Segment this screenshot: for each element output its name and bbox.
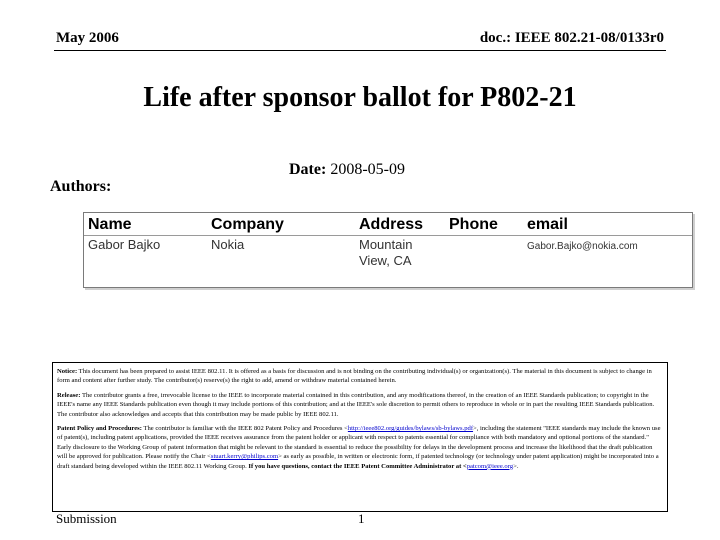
patent-text-1: The contributor is familiar with the IEEE 802 Patent Policy and Procedures < <box>143 425 348 433</box>
cell-company: Nokia <box>211 237 245 252</box>
authors-table <box>83 212 693 288</box>
header-rule <box>54 50 666 51</box>
patent-paragraph <box>57 424 663 471</box>
date-value: 2008-05-09 <box>330 161 405 178</box>
date-label: Date: <box>289 161 327 178</box>
notice-label: Notice: <box>57 368 78 375</box>
table-header-row <box>84 213 692 236</box>
patent-label: Patent Policy and Procedures: <box>57 425 142 433</box>
patcom-email-link[interactable]: patcom@ieee.org <box>466 462 514 470</box>
cell-name: Gabor Bajko <box>88 237 161 252</box>
table-row <box>84 236 692 271</box>
col-header-phone: Phone <box>445 213 523 236</box>
page-number: 1 <box>358 511 365 526</box>
slide-title: Life after sponsor ballot for P802-21 <box>143 82 577 113</box>
release-text: The contributor grants a free, irrevocable license to the IEEE to incorporate material contained in this contribution, and any modifications thereof, in the creation of an IEEE Standards publication; to copyright in the IEEE's name any IEEE Standards publication even though it may include portions of this contribution; and at the IEEE's sole discretion to permit others to reproduce in whole or in part the resulting IEEE Standards publication. The contributor also acknowledges and accepts that this contribution may be made public by IEEE 802.11. <box>57 391 655 418</box>
notice-text: This document has been prepared to assist IEEE 802.11. It is offered as a basis for discussion and is not binding on the contributing individual(s) or organization(s). The material in this document is subject to change in form and content after further study. The contributor(s) reserve(s) the right to add, amend or withdraw material contained herein. <box>57 368 652 385</box>
patent-contact-text: If you have questions, contact the IEEE Patent Committee Administrator at < <box>248 462 467 470</box>
patent-text-2: >, including the statement "IEEE standards may include the known use of patent(s), including patent applications, provided the IEEE receives assurance from the patent holder or applicant with respect to patents essential for compliance with both mandatory and optional portions of the standard." Early disclosure to the Working Group of patent information that might be relevant to the standard is essential to reduce the possibility for delays in the development process and increase the likelihood that the draft publication will be approved for publication. Please notify the Chair < <box>57 425 661 461</box>
cell-email: Gabor.Bajko@nokia.com <box>527 241 638 252</box>
chair-email-link[interactable]: stuart.kerry@philips.com <box>210 453 279 461</box>
bylaws-link[interactable]: http://ieee802.org/guides/bylaws/sb-bylaws.pdf <box>347 425 474 433</box>
col-header-name: Name <box>84 213 207 236</box>
authors-label: Authors: <box>50 178 112 195</box>
patent-end: >. <box>513 462 519 470</box>
footer-submission: Submission <box>56 511 117 526</box>
release-paragraph <box>57 391 663 419</box>
notice-paragraph <box>57 367 663 386</box>
col-header-company: Company <box>207 213 355 236</box>
header-date: May 2006 <box>56 30 119 46</box>
cell-phone <box>445 236 523 271</box>
col-header-address: Address <box>355 213 445 236</box>
release-label: Release: <box>57 391 81 399</box>
notice-box <box>52 362 668 512</box>
cell-address: Mountain View, CA <box>359 237 413 268</box>
col-header-email: email <box>523 213 692 236</box>
date-line <box>289 161 405 179</box>
header-doc-id: doc.: IEEE 802.21-08/0133r0 <box>479 30 664 46</box>
patent-text-3: > as early as possible, in written or electronic form, if patented technology (or technology under patent application) might be incorporated into a draft standard being developed within the IEEE 802.11 Working Group. <box>57 453 659 470</box>
